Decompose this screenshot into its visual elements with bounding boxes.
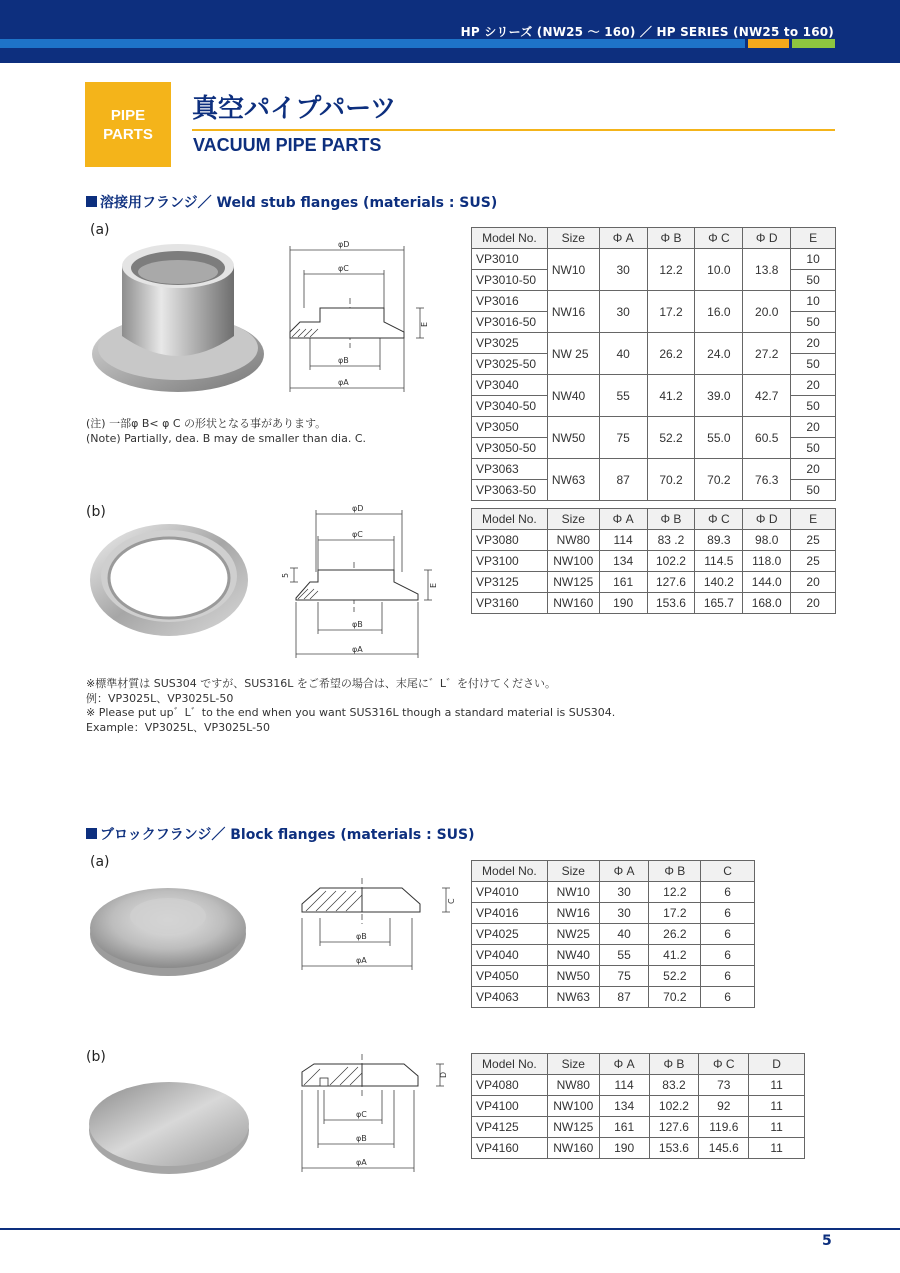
value-cell: 83 .2 <box>647 530 695 551</box>
value-cell: 41.2 <box>649 945 701 966</box>
weld-a-note-en: (Note) Partially, dea. B may de smaller than dia. C. <box>86 431 367 445</box>
column-header: Φ C <box>699 1054 749 1075</box>
value-cell: 10.0 <box>695 249 743 291</box>
block-a-dim-b: φB <box>356 932 367 941</box>
weld-stub-a-drawing <box>280 238 440 396</box>
model-cell: VP3125 <box>472 572 548 593</box>
value-cell: 50 <box>791 438 836 459</box>
value-cell: 11 <box>749 1096 805 1117</box>
block-flange-a-photo <box>88 878 248 978</box>
model-cell: VP4050 <box>472 966 548 987</box>
value-cell: 114.5 <box>695 551 743 572</box>
value-cell: 30 <box>599 291 647 333</box>
value-cell: 114 <box>599 1075 649 1096</box>
model-cell: VP3050 <box>472 417 548 438</box>
model-cell: VP3010-50 <box>472 270 548 291</box>
material-note-line2: 例：VP3025L、VP3025L-50 <box>86 691 234 705</box>
value-cell: 42.7 <box>743 375 791 417</box>
size-cell: NW63 <box>547 459 599 501</box>
block-b-dim-d: D <box>439 1071 448 1078</box>
value-cell: 145.6 <box>699 1138 749 1159</box>
value-cell: 20 <box>791 459 836 480</box>
value-cell: 76.3 <box>743 459 791 501</box>
table-row <box>472 593 836 614</box>
model-cell: VP3080 <box>472 530 548 551</box>
weld-a-dim-a: φA <box>338 378 349 387</box>
value-cell: 153.6 <box>647 593 695 614</box>
value-cell: NW160 <box>547 593 599 614</box>
column-header: E <box>791 228 836 249</box>
value-cell: 24.0 <box>695 333 743 375</box>
table-row <box>472 1075 805 1096</box>
value-cell: 134 <box>599 1096 649 1117</box>
badge-line2: PARTS <box>103 125 153 143</box>
model-cell: VP3063 <box>472 459 548 480</box>
table-row <box>472 333 836 354</box>
value-cell: 26.2 <box>649 924 701 945</box>
value-cell: NW16 <box>547 903 599 924</box>
block-b-dim-b: φB <box>356 1134 367 1143</box>
value-cell: 17.2 <box>647 291 695 333</box>
value-cell: 16.0 <box>695 291 743 333</box>
value-cell: 102.2 <box>647 551 695 572</box>
value-cell: 114 <box>599 530 647 551</box>
value-cell: 83.2 <box>649 1075 699 1096</box>
value-cell: 10 <box>791 249 836 270</box>
value-cell: 75 <box>599 417 647 459</box>
table-row <box>472 375 836 396</box>
column-header: E <box>791 509 836 530</box>
value-cell: NW80 <box>547 530 599 551</box>
value-cell: 102.2 <box>649 1096 699 1117</box>
model-cell: VP3010 <box>472 249 548 270</box>
weld-a-spec-table <box>471 227 836 501</box>
column-header: Size <box>547 861 599 882</box>
column-header: Φ D <box>743 509 791 530</box>
column-header: Φ A <box>599 509 647 530</box>
value-cell: 27.2 <box>743 333 791 375</box>
header-blue-stripe <box>0 39 745 48</box>
value-cell: 92 <box>699 1096 749 1117</box>
weld-stub-a-photo <box>88 236 268 396</box>
model-cell: VP4063 <box>472 987 548 1008</box>
square-bullet-icon <box>86 196 97 207</box>
weld-section-heading: 溶接用フランジ／ Weld stub flanges (materials : SUS) <box>86 192 497 212</box>
value-cell: 55 <box>599 375 647 417</box>
table-row <box>472 903 755 924</box>
model-cell: VP3040 <box>472 375 548 396</box>
model-cell: VP4160 <box>472 1138 548 1159</box>
column-header: Model No. <box>472 861 548 882</box>
weld-b-dim-b: φB <box>352 620 363 629</box>
weld-stub-b-photo <box>88 518 250 638</box>
model-cell: VP3160 <box>472 593 548 614</box>
block-a-dim-c: C <box>447 898 456 904</box>
value-cell: 13.8 <box>743 249 791 291</box>
table-row <box>472 530 836 551</box>
block-b-dim-a: φA <box>356 1158 367 1167</box>
value-cell: 40 <box>599 333 647 375</box>
value-cell: 87 <box>599 459 647 501</box>
size-cell: NW40 <box>547 375 599 417</box>
column-header: Φ A <box>599 1054 649 1075</box>
table-row <box>472 551 836 572</box>
block-flange-a-drawing <box>290 878 460 978</box>
size-cell: NW50 <box>547 417 599 459</box>
table-header-row <box>472 1054 805 1075</box>
value-cell: 25 <box>791 551 836 572</box>
model-cell: VP4016 <box>472 903 548 924</box>
value-cell: 168.0 <box>743 593 791 614</box>
value-cell: 26.2 <box>647 333 695 375</box>
value-cell: 25 <box>791 530 836 551</box>
block-b-spec-table <box>471 1053 805 1159</box>
value-cell: 165.7 <box>695 593 743 614</box>
header-bar <box>0 0 900 63</box>
column-header: Φ A <box>599 228 647 249</box>
material-note-line4: Example：VP3025L、VP3025L-50 <box>86 720 271 734</box>
value-cell: NW125 <box>547 572 599 593</box>
value-cell: 50 <box>791 396 836 417</box>
model-cell: VP4025 <box>472 924 548 945</box>
value-cell: 40 <box>599 924 649 945</box>
table-row <box>472 1138 805 1159</box>
value-cell: 20 <box>791 417 836 438</box>
column-header: Size <box>547 509 599 530</box>
value-cell: 144.0 <box>743 572 791 593</box>
value-cell: 20 <box>791 333 836 354</box>
value-cell: 6 <box>701 987 755 1008</box>
value-cell: 20 <box>791 572 836 593</box>
material-note <box>86 677 615 735</box>
value-cell: 6 <box>701 882 755 903</box>
table-row <box>472 459 836 480</box>
material-note-line3: ※ Please put up゛L゛to the end when you want SUS316L though a standard material is SUS304. <box>86 706 616 719</box>
table-row <box>472 924 755 945</box>
block-flange-b-drawing <box>290 1054 460 1176</box>
value-cell: 73 <box>699 1075 749 1096</box>
value-cell: 6 <box>701 966 755 987</box>
block-b-label: (b) <box>86 1049 106 1065</box>
weld-b-dim-a: φA <box>352 645 363 654</box>
value-cell: 10 <box>791 291 836 312</box>
value-cell: 127.6 <box>649 1117 699 1138</box>
weld-a-label: (a) <box>90 222 110 238</box>
value-cell: 70.2 <box>649 987 701 1008</box>
value-cell: 190 <box>599 593 647 614</box>
table-header-row <box>472 509 836 530</box>
value-cell: 52.2 <box>647 417 695 459</box>
value-cell: 89.3 <box>695 530 743 551</box>
value-cell: 134 <box>599 551 647 572</box>
value-cell: 55 <box>599 945 649 966</box>
value-cell: 118.0 <box>743 551 791 572</box>
model-cell: VP3050-50 <box>472 438 548 459</box>
value-cell: 12.2 <box>647 249 695 291</box>
value-cell: 30 <box>599 882 649 903</box>
value-cell: NW25 <box>547 924 599 945</box>
value-cell: NW63 <box>547 987 599 1008</box>
footer-rule <box>0 1228 900 1230</box>
table-row <box>472 1117 805 1138</box>
value-cell: NW160 <box>547 1138 599 1159</box>
model-cell: VP3025-50 <box>472 354 548 375</box>
table-row <box>472 966 755 987</box>
value-cell: 11 <box>749 1117 805 1138</box>
block-a-label: (a) <box>90 854 110 870</box>
weld-a-note <box>86 417 366 446</box>
column-header: C <box>701 861 755 882</box>
model-cell: VP4010 <box>472 882 548 903</box>
value-cell: 127.6 <box>647 572 695 593</box>
model-cell: VP3100 <box>472 551 548 572</box>
model-cell: VP3025 <box>472 333 548 354</box>
column-header: Model No. <box>472 1054 548 1075</box>
value-cell: 52.2 <box>649 966 701 987</box>
block-section-heading: ブロックフランジ／ Block flanges (materials : SUS) <box>86 824 475 844</box>
value-cell: 11 <box>749 1075 805 1096</box>
size-cell: NW16 <box>547 291 599 333</box>
section-badge <box>85 82 171 167</box>
size-cell: NW 25 <box>547 333 599 375</box>
table-row <box>472 987 755 1008</box>
model-cell: VP3016 <box>472 291 548 312</box>
value-cell: 50 <box>791 270 836 291</box>
square-bullet-icon <box>86 828 97 839</box>
weld-b-dim-d: φD <box>352 504 364 513</box>
table-row <box>472 249 836 270</box>
value-cell: 17.2 <box>649 903 701 924</box>
column-header: Φ A <box>599 861 649 882</box>
model-cell: VP4040 <box>472 945 548 966</box>
weld-a-dim-c: φC <box>338 264 349 273</box>
column-header: Φ C <box>695 228 743 249</box>
weld-b-dim-c: φC <box>352 530 363 539</box>
value-cell: NW125 <box>547 1117 599 1138</box>
column-header: Φ C <box>695 509 743 530</box>
weld-a-note-jp: (注) 一部φ B< φ C の形状となる事があります。 <box>86 417 327 430</box>
header-orange-block <box>748 39 789 48</box>
value-cell: 190 <box>599 1138 649 1159</box>
model-cell: VP3016-50 <box>472 312 548 333</box>
value-cell: 119.6 <box>699 1117 749 1138</box>
value-cell: 153.6 <box>649 1138 699 1159</box>
column-header: Φ D <box>743 228 791 249</box>
value-cell: 161 <box>599 572 647 593</box>
column-header: Φ B <box>647 228 695 249</box>
page-number: 5 <box>822 1233 832 1249</box>
weld-b-label: (b) <box>86 504 106 520</box>
value-cell: NW10 <box>547 882 599 903</box>
table-row <box>472 291 836 312</box>
header-green-block <box>792 39 835 48</box>
weld-a-dim-d: φD <box>338 240 350 249</box>
value-cell: NW100 <box>547 551 599 572</box>
value-cell: 30 <box>599 249 647 291</box>
value-cell: NW100 <box>547 1096 599 1117</box>
model-cell: VP4080 <box>472 1075 548 1096</box>
value-cell: 11 <box>749 1138 805 1159</box>
value-cell: 98.0 <box>743 530 791 551</box>
table-row <box>472 945 755 966</box>
model-cell: VP4100 <box>472 1096 548 1117</box>
page-title-jp: 真空パイプパーツ <box>192 94 397 124</box>
weld-a-dim-e: E <box>420 321 429 327</box>
series-title: HP シリーズ (NW25 ～ 160) ／ HP SERIES (NW25 to 160) <box>460 25 834 39</box>
weld-b-dim-e: E <box>429 582 438 588</box>
block-flange-b-photo <box>88 1076 250 1176</box>
badge-line1: PIPE <box>110 106 146 124</box>
value-cell: 55.0 <box>695 417 743 459</box>
model-cell: VP4125 <box>472 1117 548 1138</box>
value-cell: 6 <box>701 903 755 924</box>
column-header: Φ B <box>647 509 695 530</box>
size-cell: NW10 <box>547 249 599 291</box>
table-row <box>472 1096 805 1117</box>
column-header: Model No. <box>472 509 548 530</box>
table-row <box>472 417 836 438</box>
value-cell: 50 <box>791 480 836 501</box>
table-header-row <box>472 228 836 249</box>
column-header: Φ B <box>649 1054 699 1075</box>
table-row <box>472 572 836 593</box>
value-cell: 41.2 <box>647 375 695 417</box>
value-cell: 30 <box>599 903 649 924</box>
value-cell: 50 <box>791 312 836 333</box>
value-cell: 87 <box>599 987 649 1008</box>
column-header: Φ B <box>649 861 701 882</box>
value-cell: NW40 <box>547 945 599 966</box>
weld-b-dim-5: 5 <box>281 572 290 578</box>
page-title-en: VACUUM PIPE PARTS <box>193 135 382 155</box>
column-header: Model No. <box>472 228 548 249</box>
model-cell: VP3040-50 <box>472 396 548 417</box>
value-cell: 70.2 <box>647 459 695 501</box>
model-cell: VP3063-50 <box>472 480 548 501</box>
table-header-row <box>472 861 755 882</box>
column-header: D <box>749 1054 805 1075</box>
value-cell: 20 <box>791 375 836 396</box>
value-cell: 75 <box>599 966 649 987</box>
material-note-line1: ※標準材質は SUS304 ですが、SUS316L をご希望の場合は、末尾に゛L゛を付けてください。 <box>86 677 556 690</box>
value-cell: 6 <box>701 924 755 945</box>
block-a-dim-a: φA <box>356 956 367 965</box>
value-cell: 60.5 <box>743 417 791 459</box>
column-header: Size <box>547 1054 599 1075</box>
value-cell: NW80 <box>547 1075 599 1096</box>
value-cell: 20.0 <box>743 291 791 333</box>
table-row <box>472 882 755 903</box>
value-cell: 6 <box>701 945 755 966</box>
value-cell: 140.2 <box>695 572 743 593</box>
value-cell: 20 <box>791 593 836 614</box>
value-cell: NW50 <box>547 966 599 987</box>
value-cell: 50 <box>791 354 836 375</box>
weld-stub-b-drawing <box>282 502 452 662</box>
block-a-spec-table <box>471 860 755 1008</box>
value-cell: 70.2 <box>695 459 743 501</box>
weld-b-spec-table <box>471 508 836 614</box>
value-cell: 161 <box>599 1117 649 1138</box>
title-underline <box>192 129 835 131</box>
column-header: Size <box>547 228 599 249</box>
value-cell: 12.2 <box>649 882 701 903</box>
weld-a-dim-b: φB <box>338 356 349 365</box>
value-cell: 39.0 <box>695 375 743 417</box>
block-b-dim-c: φC <box>356 1110 367 1119</box>
